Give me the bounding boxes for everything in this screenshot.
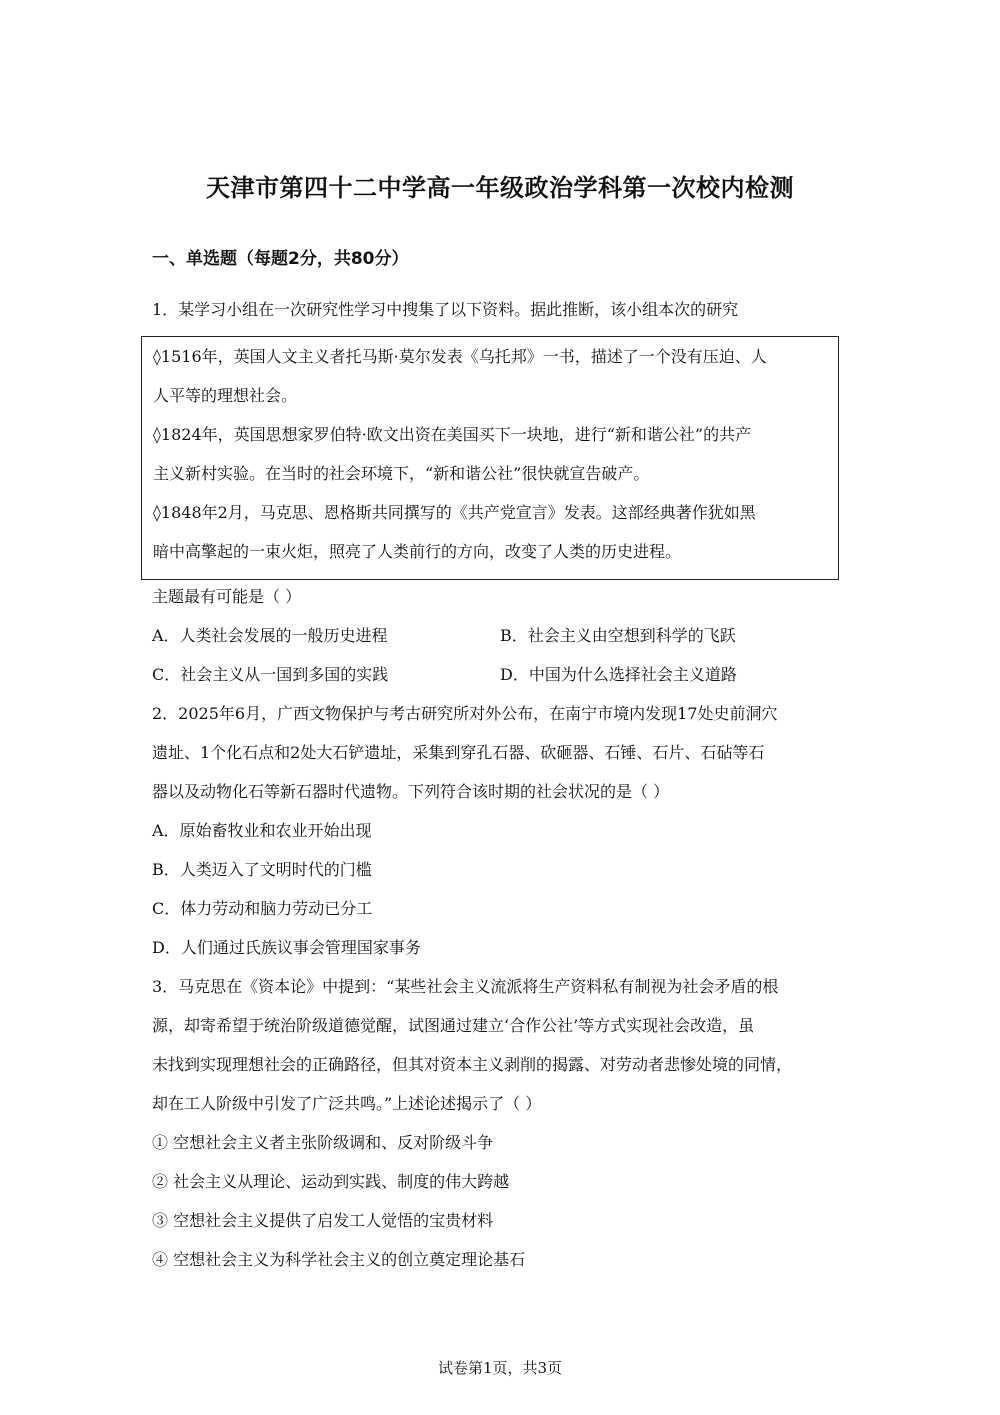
q2-stem-line: 2．2025年6月，广西文物保护与考古研究所对外公布，在南宁市境内发现17处史前洞穴	[152, 704, 778, 723]
q3-statement-2: ② 社会主义从理论、运动到实践、制度的伟大跨越	[152, 1172, 510, 1191]
section-heading: 一、单选题（每题2分，共80分）	[152, 249, 409, 269]
document-title: 天津市第四十二中学高一年级政治学科第一次校内检测	[206, 174, 794, 202]
q2-stem-line: 器以及动物化石等新石器时代遗物。下列符合该时期的社会状况的是（ ）	[152, 782, 670, 801]
q1-material-line: 暗中高擎起的一束火炬，照亮了人类前行的方向，改变了人类的历史进程。	[153, 542, 682, 561]
q1-stem-end: 主题最有可能是（ ）	[152, 587, 302, 606]
q1-option-a: A．人类社会发展的一般历史进程	[152, 626, 388, 645]
q1-material-line: ◊1848年2月，马克思、恩格斯共同撰写的《共产党宣言》发表。这部经典著作犹如黑	[153, 503, 756, 522]
q2-option-d: D．人们通过氏族议事会管理国家事务	[152, 938, 421, 957]
page-footer: 试卷第1页，共3页	[437, 1359, 563, 1377]
q3-stem-line: 未找到实现理想社会的正确路径，但其对资本主义剥削的揭露、对劳动者悲惨处境的同情，	[152, 1055, 793, 1074]
q1-material-box	[141, 336, 839, 580]
q1-stem: 1．某学习小组在一次研究性学习中搜集了以下资料。据此推断，该小组本次的研究	[152, 300, 739, 319]
q1-material-line: ◊1824年，英国思想家罗伯特·欧文出资在美国买下一块地，进行“新和谐公社”的共产	[153, 425, 752, 444]
q3-stem-line: 源，却寄希望于统治阶级道德觉醒，试图通过建立‘合作公社’等方式实现社会改造，虽	[152, 1016, 755, 1035]
q2-option-b: B．人类迈入了文明时代的门槛	[152, 860, 372, 879]
q2-option-a: A．原始畜牧业和农业开始出现	[152, 821, 372, 840]
q3-stem-line: 3．马克思在《资本论》中提到：“某些社会主义流派将生产资料私有制视为社会矛盾的根	[152, 977, 779, 996]
q3-statement-3: ③ 空想社会主义提供了启发工人觉悟的宝贵材料	[152, 1211, 494, 1230]
q1-material-line: 人平等的理想社会。	[153, 386, 298, 405]
q1-option-c: C．社会主义从一国到多国的实践	[152, 665, 389, 684]
q3-stem-line: 却在工人阶级中引发了广泛共鸣。”上述论述揭示了（ ）	[152, 1094, 542, 1113]
q3-statement-4: ④ 空想社会主义为科学社会主义的创立奠定理论基石	[152, 1250, 526, 1269]
q1-option-b: B．社会主义由空想到科学的飞跃	[500, 626, 736, 645]
q1-material-line: 主义新村实验。在当时的社会环境下，“新和谐公社”很快就宣告破产。	[153, 464, 650, 483]
q2-stem-line: 遗址、1个化石点和2处大石铲遗址，采集到穿孔石器、砍砸器、石锤、石片、石砧等石	[152, 743, 765, 762]
q3-statement-1: ① 空想社会主义者主张阶级调和、反对阶级斗争	[152, 1133, 494, 1152]
q2-option-c: C．体力劳动和脑力劳动已分工	[152, 899, 373, 918]
q1-option-d: D．中国为什么选择社会主义道路	[500, 665, 737, 684]
q1-material-line: ◊1516年，英国人文主义者托马斯·莫尔发表《乌托邦》一书，描述了一个没有压迫、人	[153, 347, 767, 366]
